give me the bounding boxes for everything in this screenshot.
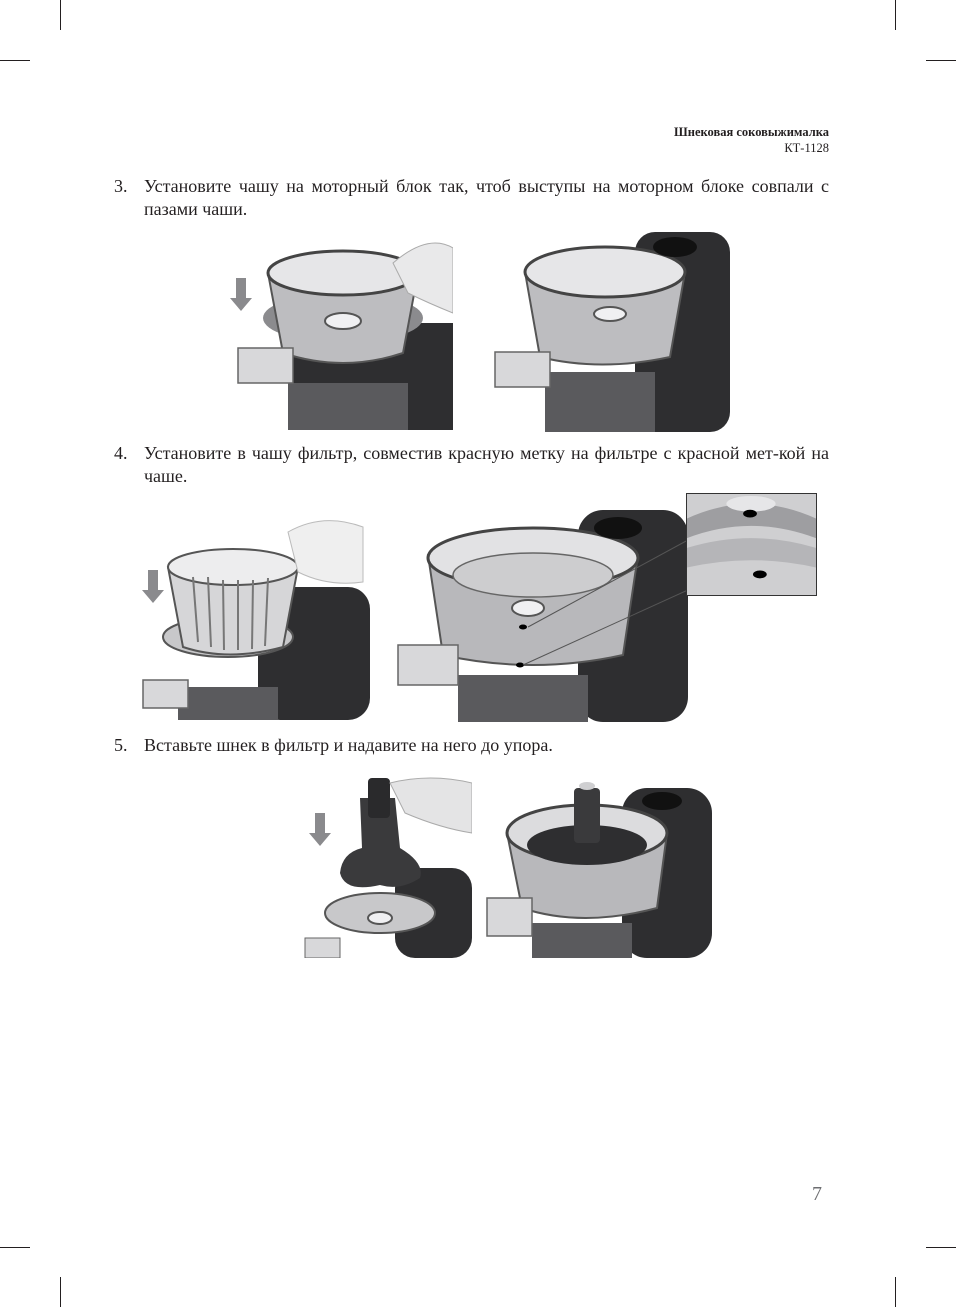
photo-auger-insert-left xyxy=(300,773,472,958)
crop-mark xyxy=(926,60,956,61)
step-3 xyxy=(114,175,829,221)
crop-mark xyxy=(60,1277,61,1307)
step-text: Установите в чашу фильтр, совместив красную метку на фильтре с красной мет-кой на чаше. xyxy=(144,443,829,486)
crop-mark xyxy=(895,1277,896,1307)
crop-mark xyxy=(0,1247,30,1248)
crop-mark xyxy=(0,60,30,61)
step-4 xyxy=(114,442,829,488)
photo-auger-installed-right xyxy=(482,773,712,958)
header-model: КТ-1128 xyxy=(784,141,829,155)
photo-filter-insert-left xyxy=(138,512,370,720)
crop-mark xyxy=(926,1247,956,1248)
crop-mark xyxy=(895,0,896,30)
page-number: 7 xyxy=(812,1183,822,1205)
header-title: Шнековая соковыжималка xyxy=(674,125,829,139)
photo-bowl-installed-right xyxy=(485,222,740,432)
step-number: 5. xyxy=(114,735,128,755)
step-text: Установите чашу на моторный блок так, чтоб выступы на моторном блоке совпали с пазами чаши. xyxy=(144,176,829,219)
running-header xyxy=(674,124,829,156)
step-number: 4. xyxy=(114,443,128,463)
photo-filter-installed-center xyxy=(388,500,688,722)
photo-marks-closeup xyxy=(686,493,817,596)
step-5 xyxy=(114,734,829,757)
step-text: Вставьте шнек в фильтр и надавите на него до упора. xyxy=(144,735,553,755)
photo-bowl-install-left xyxy=(228,233,453,430)
crop-mark xyxy=(60,0,61,30)
step-number: 3. xyxy=(114,176,128,196)
